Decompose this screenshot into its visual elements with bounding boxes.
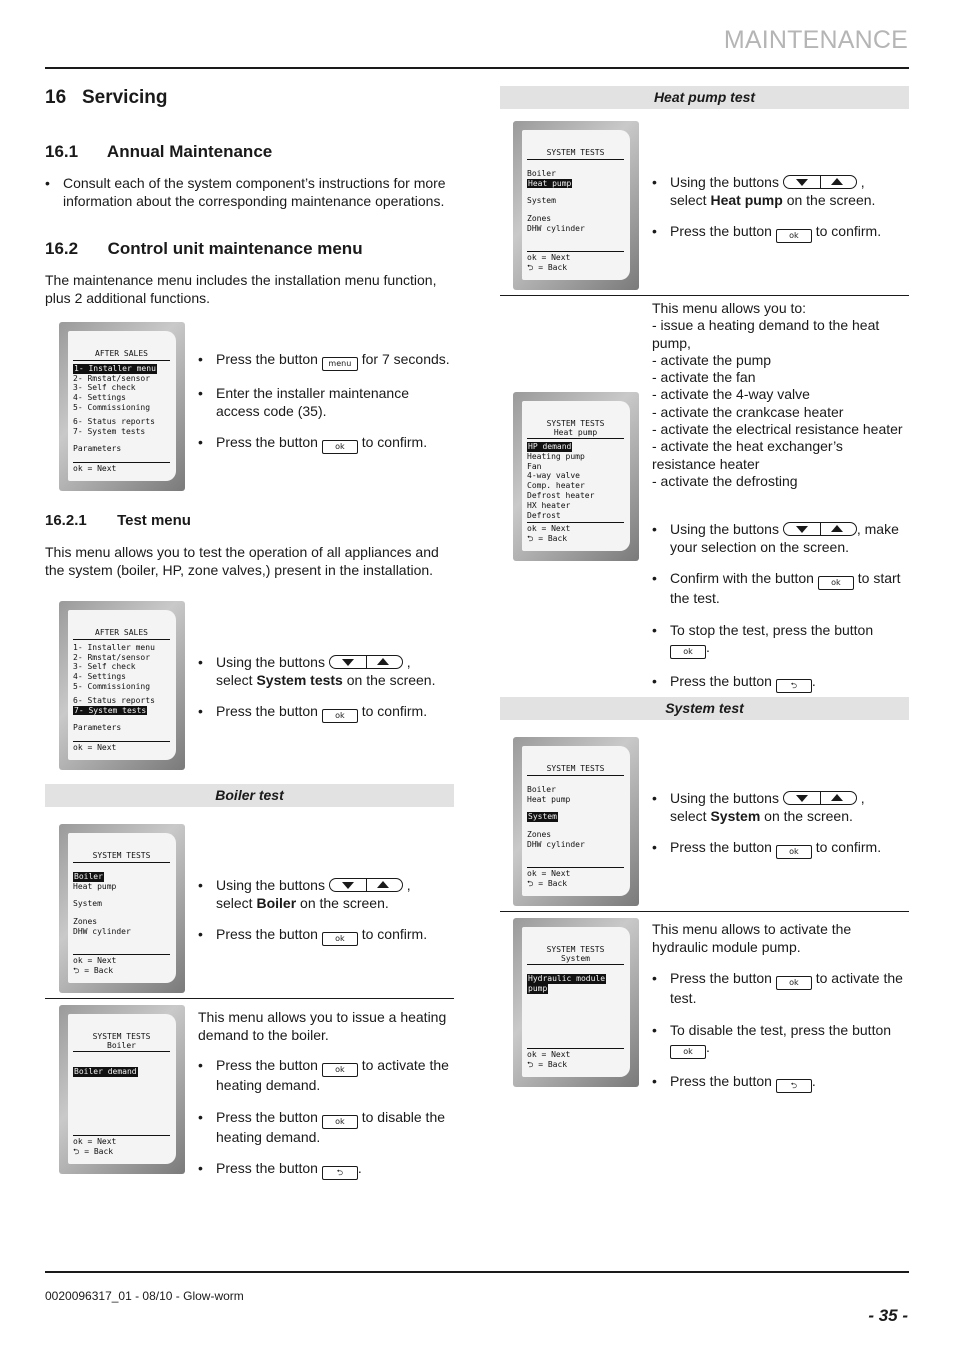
step-bold-text: System tests <box>256 671 343 688</box>
ok-key-icon: ok <box>776 845 812 859</box>
section-title: Control unit maintenance menu <box>107 239 363 258</box>
lcd-item: 7- System tests <box>73 426 146 436</box>
lcd-item: 1- Installer menu <box>73 642 155 652</box>
list-item <box>198 351 456 371</box>
description-title: This menu allows you to: <box>652 300 807 316</box>
step-bold-text: Heat pump <box>710 191 783 208</box>
lcd-item: 7- System tests <box>74 705 147 715</box>
section-16-heading <box>45 87 168 109</box>
lcd-screen-boiler-demand <box>59 1005 185 1174</box>
lcd-item: DHW cylinder <box>73 926 131 936</box>
section-title: Test menu <box>117 512 191 529</box>
lcd-title: AFTER SALES <box>73 349 170 361</box>
lcd-item: DHW cylinder <box>527 839 585 849</box>
lcd-item: System <box>527 196 556 206</box>
lcd-footer: ⮌ = Back <box>527 1060 568 1070</box>
lcd-subtitle: Heat pump <box>553 428 598 437</box>
step-text: select <box>670 807 707 824</box>
step-text: Press the button <box>670 970 772 986</box>
lcd-title: SYSTEM TESTS <box>527 148 624 160</box>
section-title: Servicing <box>81 87 168 108</box>
lcd-footer: ok = Next <box>527 524 571 534</box>
lcd-title: SYSTEM TESTS <box>546 419 605 428</box>
step-bold-text: Boiler <box>256 894 297 911</box>
step-text: , <box>860 174 865 190</box>
ok-key-icon: ok <box>322 932 358 946</box>
lcd-item: Zones <box>73 917 98 927</box>
lcd-title: SYSTEM TESTS <box>546 945 605 954</box>
ok-key-icon: ok <box>670 645 706 659</box>
step-text: to start the test. <box>670 570 901 606</box>
description-line: - activate the heat exchanger’s resistance heater <box>652 438 843 472</box>
step-text: Press the button <box>216 703 318 719</box>
lcd-item: 4- Settings <box>73 393 126 403</box>
lcd-item: Parameters <box>73 444 122 454</box>
list-item <box>198 1160 456 1180</box>
step-text: to confirm. <box>815 839 882 855</box>
boiler-test-band: Boiler test <box>45 784 454 807</box>
lcd-item: Boiler <box>74 871 103 881</box>
page-header-title: MAINTENANCE <box>723 26 908 54</box>
lcd-item: 5- Commissioning <box>73 402 151 412</box>
lcd-item: Defrost heater <box>527 490 595 500</box>
list-item <box>652 174 910 209</box>
heat-pump-test-description <box>652 300 910 490</box>
step-text: Using the buttons <box>216 877 325 893</box>
system-test-steps <box>652 970 910 1107</box>
step-text: Press the button <box>216 926 318 942</box>
lcd-screen-heat-pump-menu <box>513 392 639 561</box>
lcd-item: Heat pump <box>528 178 572 188</box>
lcd-item: DHW cylinder <box>527 223 585 233</box>
step-text: on the screen. <box>300 894 389 911</box>
lcd-subtitle: System <box>561 954 590 963</box>
step-text: Press the button <box>670 673 772 689</box>
description-line: - issue a heating demand to the heat pump, <box>652 317 880 351</box>
step-text: to confirm. <box>815 223 882 239</box>
boiler-test-steps <box>198 1057 456 1194</box>
lcd-item: 6- Status reports <box>73 416 155 426</box>
ok-key-icon: ok <box>322 1115 358 1129</box>
step-text: , <box>406 654 411 670</box>
system-test-band: System test <box>500 697 909 720</box>
description-line: - activate the fan <box>652 369 756 386</box>
list-item <box>652 790 910 825</box>
lcd-item: 4-way valve <box>527 471 580 481</box>
step-text: to disable the heating demand. <box>216 1108 446 1145</box>
section-16-1-heading <box>45 142 272 162</box>
step-text: to activate the test. <box>670 970 903 1006</box>
lcd-item: pump <box>528 983 548 993</box>
list-item: • Enter the installer maintenance access code (35). <box>198 385 456 420</box>
heat-pump-select-steps <box>652 174 910 257</box>
lcd-item: HX heater <box>527 500 571 510</box>
lcd-item: Zones <box>527 830 552 840</box>
boiler-test-description: This menu allows you to issue a heating demand to the boiler. <box>198 1009 447 1043</box>
list-item <box>198 926 456 946</box>
test-menu-intro: This menu allows you to test the operation of all appliances and the system (boiler, HP, zone valves,) present in the installation. <box>45 544 439 578</box>
list-item <box>652 673 910 693</box>
step-text: to activate the heating demand. <box>216 1057 449 1093</box>
back-key-icon: ⮌ <box>776 679 812 693</box>
lcd-item: 6- Status reports <box>73 695 155 705</box>
footer-rule <box>45 1271 909 1273</box>
step-text: Using the buttons <box>670 174 779 190</box>
list-item <box>652 521 910 556</box>
section-title: Annual Maintenance <box>106 142 273 161</box>
step-text: Press the button <box>216 1108 318 1125</box>
lcd-item: Zones <box>527 214 552 224</box>
step-text: To disable the test, press the button <box>670 1021 892 1038</box>
ok-key-icon: ok <box>818 576 854 590</box>
description-line: - activate the electrical resistance heater <box>652 421 903 438</box>
step-text: on the screen. <box>764 807 853 824</box>
step-text: Press the button <box>670 839 772 855</box>
description-line: - activate the defrosting <box>652 472 798 489</box>
footer-document-reference: 0020096317_01 - 08/10 - Glow-worm <box>45 1289 244 1303</box>
description-line: - activate the crankcase heater <box>652 403 844 420</box>
lcd-item: Comp. heater <box>527 481 585 491</box>
list-item <box>652 1073 910 1093</box>
lcd-item: Heat pump <box>527 794 571 804</box>
step-text: Press the button <box>216 351 318 367</box>
step-text: select <box>216 894 253 911</box>
step-text: To stop the test, press the button <box>670 621 874 638</box>
step-text: for 7 seconds. <box>361 351 450 367</box>
step-text: Press the button <box>216 1160 318 1176</box>
lcd-item: 2- Rmstat/sensor <box>73 373 151 383</box>
lcd-footer: ⮌ = Back <box>527 534 568 544</box>
lcd-footer: ⮌ = Back <box>527 263 568 273</box>
lcd-item: Defrost <box>527 510 561 520</box>
step-text: . <box>811 673 816 689</box>
lcd-item: Heating pump <box>527 451 585 461</box>
lcd-item: HP demand <box>528 442 572 451</box>
lcd-screen-system-tests-system <box>513 737 639 906</box>
step-text: Press the button <box>216 1057 318 1073</box>
lcd-footer: ok = Next <box>527 869 571 879</box>
heat-pump-test-band: Heat pump test <box>500 86 909 109</box>
lcd-screen-system-tests-heat-pump <box>513 121 639 290</box>
installer-menu-steps <box>198 351 456 468</box>
step-text: to confirm. <box>361 434 428 450</box>
lcd-item: Boiler <box>527 784 556 794</box>
description-line: - activate the 4-way valve <box>652 386 810 403</box>
lcd-item: 4- Settings <box>73 672 126 682</box>
lcd-title: SYSTEM TESTS <box>527 764 624 776</box>
section-16-2-1-heading <box>45 512 191 530</box>
menu-key-icon: menu <box>322 357 358 371</box>
list-item <box>198 434 456 454</box>
lcd-title: SYSTEM TESTS <box>73 851 170 863</box>
system-select-steps <box>652 790 910 873</box>
step-text: , <box>406 877 411 893</box>
step-text: Press the button <box>670 1073 772 1089</box>
list-item <box>652 570 910 608</box>
step-text: , <box>860 790 865 806</box>
step-text: on the screen. <box>346 671 436 688</box>
step-text: Using the buttons <box>670 521 779 537</box>
divider <box>45 998 454 999</box>
section-16-2-heading <box>45 239 363 259</box>
step-text: select <box>670 191 707 208</box>
step-text: Confirm with the button <box>670 570 814 586</box>
lcd-item: Hydraulic module <box>528 974 606 983</box>
list-item <box>198 877 456 912</box>
step-text: . <box>706 1039 710 1055</box>
section-number: 16.1 <box>45 142 79 161</box>
description-line: - activate the pump <box>652 351 772 368</box>
lcd-item: System <box>73 899 102 909</box>
step-text: . <box>357 1160 362 1176</box>
lcd-footer: ok = Next <box>73 1137 117 1147</box>
lcd-item: Boiler demand <box>74 1067 137 1076</box>
boiler-select-steps <box>198 877 456 960</box>
ok-key-icon: ok <box>322 1063 358 1077</box>
arrow-keys-icon <box>783 791 857 805</box>
step-text: Using the buttons <box>216 654 325 670</box>
arrow-keys-icon <box>329 655 403 669</box>
list-item <box>198 654 456 689</box>
divider <box>500 911 909 912</box>
lcd-footer: ⮌ = Back <box>73 1147 114 1157</box>
step-text: to confirm. <box>361 926 428 942</box>
step-text: Press the button <box>670 223 772 239</box>
list-item <box>652 970 910 1008</box>
step-bold-text: System <box>710 807 761 824</box>
lcd-item: 5- Commissioning <box>73 681 151 691</box>
step-text: to confirm. <box>361 703 428 719</box>
lcd-footer: ⮌ = Back <box>527 879 568 889</box>
step-text: Using the buttons <box>670 790 779 806</box>
list-item <box>652 622 910 660</box>
lcd-item: 3- Self check <box>73 383 136 393</box>
lcd-item: Parameters <box>73 723 122 733</box>
lcd-screen-system-menu <box>513 918 639 1087</box>
lcd-item: 2- Rmstat/sensor <box>73 652 151 662</box>
ok-key-icon: ok <box>322 709 358 723</box>
back-key-icon: ⮌ <box>322 1166 358 1180</box>
system-tests-select-steps <box>198 654 456 737</box>
step-text: Press the button <box>216 434 318 450</box>
lcd-footer: ok = Next <box>73 956 117 966</box>
lcd-title: SYSTEM TESTS <box>92 1032 151 1041</box>
divider <box>500 295 909 296</box>
maintenance-bullets <box>45 175 455 224</box>
lcd-footer: ok = Next <box>73 462 170 474</box>
lcd-screen-after-sales <box>59 322 185 491</box>
heat-pump-test-steps <box>652 521 910 707</box>
arrow-keys-icon <box>329 878 403 892</box>
step-text: on the screen. <box>786 191 876 208</box>
back-key-icon: ⮌ <box>776 1079 812 1093</box>
step-text: . <box>706 639 710 655</box>
section-number: 16.2 <box>45 239 79 258</box>
ok-key-icon: ok <box>776 976 812 990</box>
lcd-item: Fan <box>527 461 542 471</box>
lcd-screen-after-sales-system-tests <box>59 601 185 770</box>
list-item: • Consult each of the system component’s instructions for more information about the corresponding maintenance operations. <box>45 175 455 210</box>
header-rule <box>45 67 909 69</box>
lcd-footer: ⮌ = Back <box>73 966 114 976</box>
lcd-subtitle: Boiler <box>107 1041 136 1050</box>
list-item <box>652 1022 910 1060</box>
ok-key-icon: ok <box>322 440 358 454</box>
lcd-screen-system-tests-boiler <box>59 824 185 993</box>
lcd-item: 3- Self check <box>73 662 136 672</box>
step-text: . <box>811 1073 816 1089</box>
section-number: 16 <box>45 87 67 108</box>
list-item <box>652 839 910 859</box>
lcd-item: 1- Installer menu <box>74 363 156 373</box>
lcd-footer: ok = Next <box>527 1050 571 1060</box>
lcd-item: System <box>528 812 557 822</box>
list-item <box>652 223 910 243</box>
list-item <box>198 1057 456 1095</box>
arrow-keys-icon <box>783 522 857 536</box>
section-number: 16.2.1 <box>45 512 87 529</box>
lcd-item: Heat pump <box>73 881 117 891</box>
arrow-keys-icon <box>783 175 857 189</box>
system-test-description: This menu allows to activate the hydraulic module pump. <box>652 921 852 955</box>
lcd-item: Boiler <box>527 168 556 178</box>
ok-key-icon: ok <box>670 1045 706 1059</box>
step-text: select <box>216 671 253 688</box>
section-16-2-intro: The maintenance menu includes the installation menu function, plus 2 additional functions. <box>45 272 437 306</box>
lcd-footer: ok = Next <box>527 253 571 263</box>
step-text: , make your selection on the screen. <box>670 521 899 555</box>
list-item <box>198 1109 456 1147</box>
ok-key-icon: ok <box>776 229 812 243</box>
lcd-footer: ok = Next <box>73 741 170 753</box>
list-item <box>198 703 456 723</box>
lcd-title: AFTER SALES <box>73 628 170 640</box>
page-number: - 35 - <box>868 1306 908 1325</box>
